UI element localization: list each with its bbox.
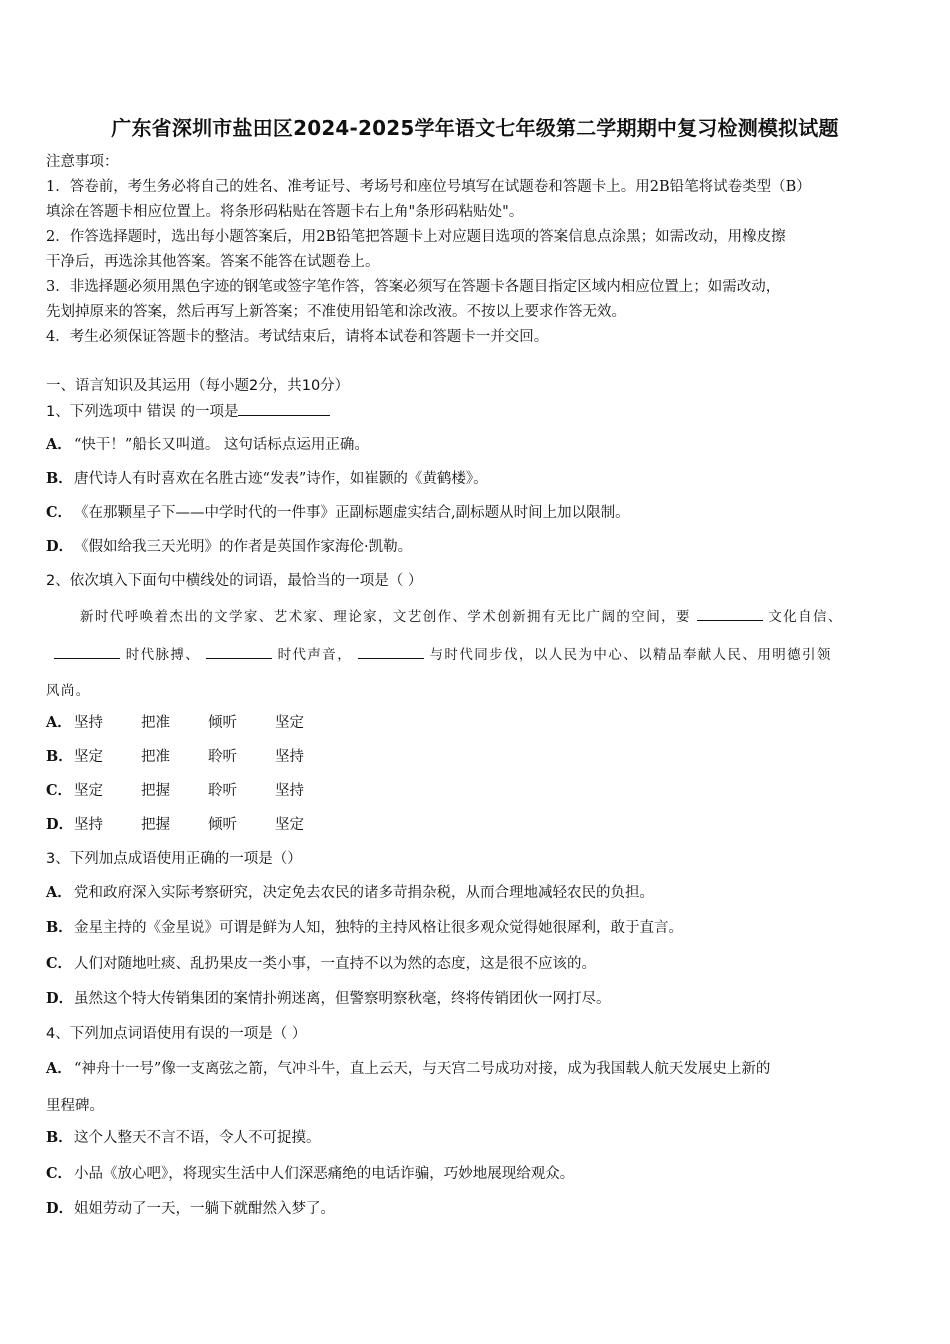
option-text: 人们对随地吐痰、乱扔果皮一类小事，一直持不以为然的态度，这是很不应该的。 bbox=[74, 956, 596, 972]
option-word: 坚定 bbox=[74, 783, 103, 799]
option-letter: C． bbox=[46, 955, 73, 972]
option-letter: A． bbox=[46, 714, 72, 731]
fill-blank bbox=[54, 644, 120, 659]
fill-blank bbox=[697, 606, 763, 621]
fill-blank bbox=[206, 644, 272, 659]
option-word: 坚持 bbox=[74, 715, 103, 731]
option-letter: C． bbox=[46, 782, 73, 799]
option-letter: D． bbox=[46, 816, 74, 833]
q3-option-c bbox=[46, 954, 596, 974]
option-word: 倾听 bbox=[208, 715, 237, 731]
q4-option-a bbox=[46, 1059, 770, 1079]
question-2-stem: 2、依次填入下面句中横线处的词语，最恰当的一项是（ ） bbox=[46, 573, 423, 589]
notice-line: 2．作答选择题时，选出每小题答案后，用2B铅笔把答题卡上对应题目选项的答案信息点涂黑；如需改动，用橡皮擦 bbox=[46, 229, 786, 245]
option-letter: B． bbox=[46, 470, 73, 487]
option-word: 聆听 bbox=[208, 749, 237, 765]
option-letter: D． bbox=[46, 1200, 74, 1217]
q4-option-a-continued: 里程碑。 bbox=[46, 1098, 104, 1114]
option-word: 把准 bbox=[141, 749, 170, 765]
option-word: 聆听 bbox=[208, 783, 237, 799]
option-text: 这个人整天不言不语，令人不可捉摸。 bbox=[74, 1130, 321, 1146]
option-word: 把准 bbox=[141, 715, 170, 731]
option-letter: D． bbox=[46, 538, 74, 555]
option-word: 坚持 bbox=[74, 817, 103, 833]
notice-line: 干净后，再选涂其他答案。答案不能答在试题卷上。 bbox=[46, 254, 380, 270]
question-stem-text: 1、下列选项中 错误 的一项是 bbox=[46, 404, 239, 420]
option-letter: A． bbox=[46, 1060, 72, 1077]
q1-option-a bbox=[46, 435, 369, 455]
question-3-stem: 3、下列加点成语使用正确的一项是（） bbox=[46, 851, 302, 867]
option-letter: A． bbox=[46, 436, 72, 453]
option-letter: B． bbox=[46, 1129, 73, 1146]
q2-option-a bbox=[46, 713, 342, 733]
option-text: 小品《放心吧》，将现实生活中人们深恶痛绝的电话诈骗，巧妙地展现给观众。 bbox=[74, 1166, 575, 1182]
option-word: 坚定 bbox=[275, 817, 304, 833]
option-letter: C． bbox=[46, 1165, 73, 1182]
option-text: 姐姐劳动了一天，一躺下就酣然入梦了。 bbox=[74, 1201, 335, 1217]
notice-heading: 注意事项： bbox=[46, 154, 119, 170]
notice-line: 4．考生必须保证答题卡的整洁。考试结束后，请将本试卷和答题卡一并交回。 bbox=[46, 329, 549, 345]
q1-option-b bbox=[46, 469, 488, 489]
option-word: 坚持 bbox=[275, 749, 304, 765]
notice-line: 填涂在答题卡相应位置上。将条形码粘贴在答题卡右上角"条形码粘贴处"。 bbox=[46, 204, 524, 220]
option-word: 倾听 bbox=[208, 817, 237, 833]
answer-blank bbox=[238, 401, 330, 416]
option-text: 金星主持的《金星说》可谓是鲜为人知，独特的主持风格让很多观众觉得她很犀利，敢于直言。 bbox=[74, 920, 683, 936]
q3-option-d bbox=[46, 989, 611, 1009]
q2-passage-line-3: 风尚。 bbox=[46, 683, 91, 699]
question-4-stem: 4、下列加点词语使用有误的一项是（ ） bbox=[46, 1026, 307, 1042]
passage-text: 文化自信、 bbox=[768, 609, 843, 625]
q3-option-a bbox=[46, 883, 654, 903]
passage-text: 时代脉搏、 bbox=[125, 647, 201, 663]
option-word: 把握 bbox=[141, 783, 170, 799]
page-title: 广东省深圳市盐田区2024-2025学年语文七年级第二学期期中复习检测模拟试题 bbox=[111, 116, 839, 140]
passage-text: 时代声音， bbox=[277, 647, 353, 663]
q1-option-d bbox=[46, 537, 412, 557]
question-1-stem bbox=[46, 401, 330, 422]
notice-line: 3．非选择题必须用黑色字迹的钢笔或签字笔作答，答案必须写在答题卡各题目指定区域内相应位置上；如需改动， bbox=[46, 279, 781, 295]
q2-passage-line-2 bbox=[54, 644, 832, 665]
option-letter: A． bbox=[46, 884, 72, 901]
q2-option-d bbox=[46, 815, 342, 835]
q4-option-c bbox=[46, 1164, 574, 1184]
q3-option-b bbox=[46, 918, 683, 938]
option-letter: C． bbox=[46, 504, 73, 521]
section-heading: 一、语言知识及其运用（每小题2分，共10分） bbox=[46, 378, 350, 394]
q1-option-c bbox=[46, 503, 630, 523]
option-letter: D． bbox=[46, 990, 74, 1007]
option-letter: B． bbox=[46, 748, 73, 765]
passage-text: 新时代呼唤着杰出的文学家、艺术家、理论家，文艺创作、学术创新拥有无比广阔的空间，要 bbox=[80, 609, 691, 625]
option-text: “快干！”船长又叫道。 这句话标点运用正确。 bbox=[74, 437, 369, 453]
option-word: 坚持 bbox=[275, 783, 304, 799]
option-word: 坚定 bbox=[74, 749, 103, 765]
option-text: 虽然这个特大传销集团的案情扑朔迷离，但警察明察秋毫，终将传销团伙一网打尽。 bbox=[74, 991, 611, 1007]
q4-option-d bbox=[46, 1199, 335, 1219]
q2-option-b bbox=[46, 747, 342, 767]
q2-option-c bbox=[46, 781, 342, 801]
option-letter: B． bbox=[46, 919, 73, 936]
notice-line: 先划掉原来的答案，然后再写上新答案；不准使用铅笔和涂改液。不按以上要求作答无效。 bbox=[46, 304, 626, 320]
option-text: 《在那颗星子下——中学时代的一件事》正副标题虚实结合,副标题从时间上加以限制。 bbox=[74, 505, 630, 521]
option-text: “神舟十一号”像一支离弦之箭，气冲斗牛，直上云天，与天宫二号成功对接，成为我国载人航天发展史上新的 bbox=[74, 1061, 771, 1077]
option-word: 坚定 bbox=[275, 715, 304, 731]
option-word: 把握 bbox=[141, 817, 170, 833]
q2-passage-line-1 bbox=[80, 606, 843, 627]
notice-line: 1．答卷前，考生务必将自己的姓名、准考证号、考场号和座位号填写在试题卷和答题卡上。用2B铅笔将试卷类型（B） bbox=[46, 179, 811, 195]
option-text: 唐代诗人有时喜欢在名胜古迹“发表”诗作，如崔颢的《黄鹤楼》。 bbox=[74, 471, 488, 487]
option-text: 党和政府深入实际考察研究，决定免去农民的诸多苛捐杂税，从而合理地减轻农民的负担。 bbox=[74, 885, 654, 901]
option-text: 《假如给我三天光明》的作者是英国作家海伦·凯勒。 bbox=[74, 539, 413, 555]
passage-text: 与时代同步伐，以人民为中心、以精品奉献人民、用明德引领 bbox=[429, 647, 832, 663]
fill-blank bbox=[358, 644, 424, 659]
q4-option-b bbox=[46, 1128, 321, 1148]
